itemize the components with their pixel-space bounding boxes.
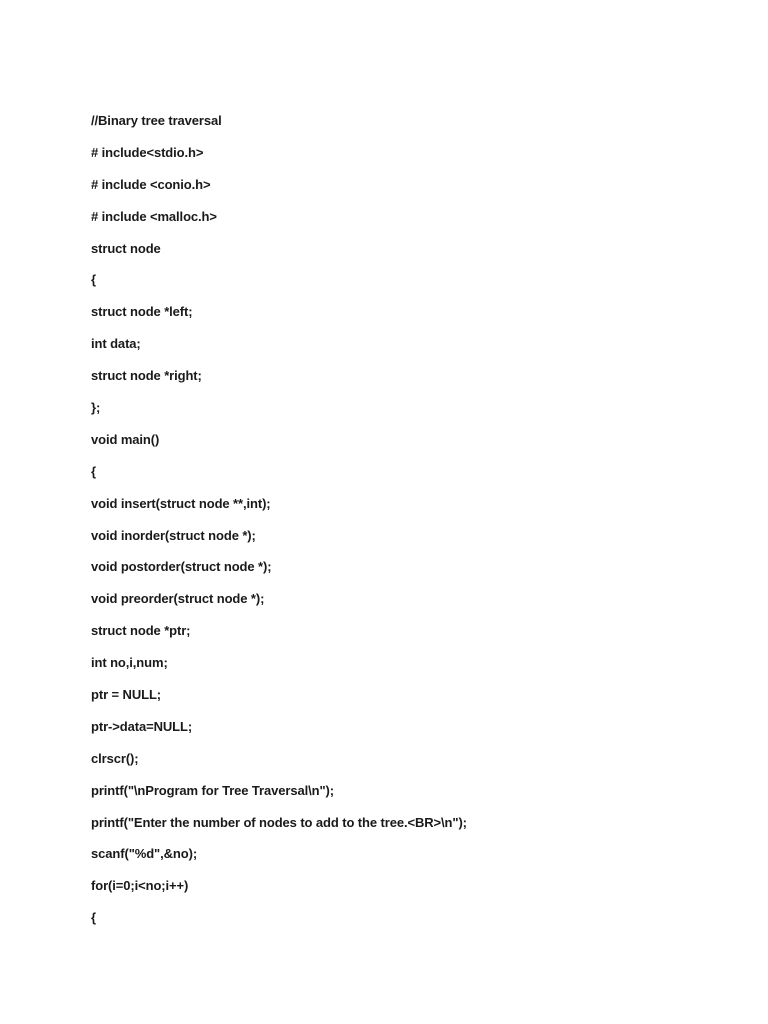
code-line-insert-decl: void insert(struct node **,int); [91,495,271,511]
code-line-include-malloc: # include <malloc.h> [91,208,217,224]
code-line-scanf: scanf("%d",&no); [91,846,198,862]
code-line-for-loop: for(i=0;i<no;i++) [91,878,189,894]
code-line-comment: //Binary tree traversal [91,113,222,128]
code-line-clrscr: clrscr(); [91,750,139,766]
code-line-int-data: int data; [91,336,141,352]
code-line-loop-open-brace: { [91,910,96,926]
code-line-printf-title: printf("\nProgram for Tree Traversal\n"); [91,782,335,798]
code-line-include-stdio: # include<stdio.h> [91,144,204,160]
code-line-left-pointer: struct node *left; [91,304,193,320]
code-line-right-pointer: struct node *right; [91,368,202,384]
code-line-void-main: void main() [91,431,160,447]
code-line-struct-node: struct node [91,240,161,256]
code-line-inorder-decl: void inorder(struct node *); [91,527,256,543]
code-line-postorder-decl: void postorder(struct node *); [91,559,272,575]
code-line-ptr-data-null: ptr->data=NULL; [91,718,193,734]
code-line-ptr-null: ptr = NULL; [91,687,162,703]
code-line-ptr-decl: struct node *ptr; [91,623,191,639]
code-line-int-vars: int no,i,num; [91,655,168,671]
code-listing [91,111,467,940]
code-line-main-open-brace: { [91,463,96,479]
code-line-include-conio: # include <conio.h> [91,176,211,192]
code-line-preorder-decl: void preorder(struct node *); [91,591,265,607]
code-line-close-struct: }; [91,400,101,416]
code-line-open-brace: { [91,272,96,288]
code-line-printf-prompt: printf("Enter the number of nodes to add to the tree.<BR>\n"); [91,814,467,830]
